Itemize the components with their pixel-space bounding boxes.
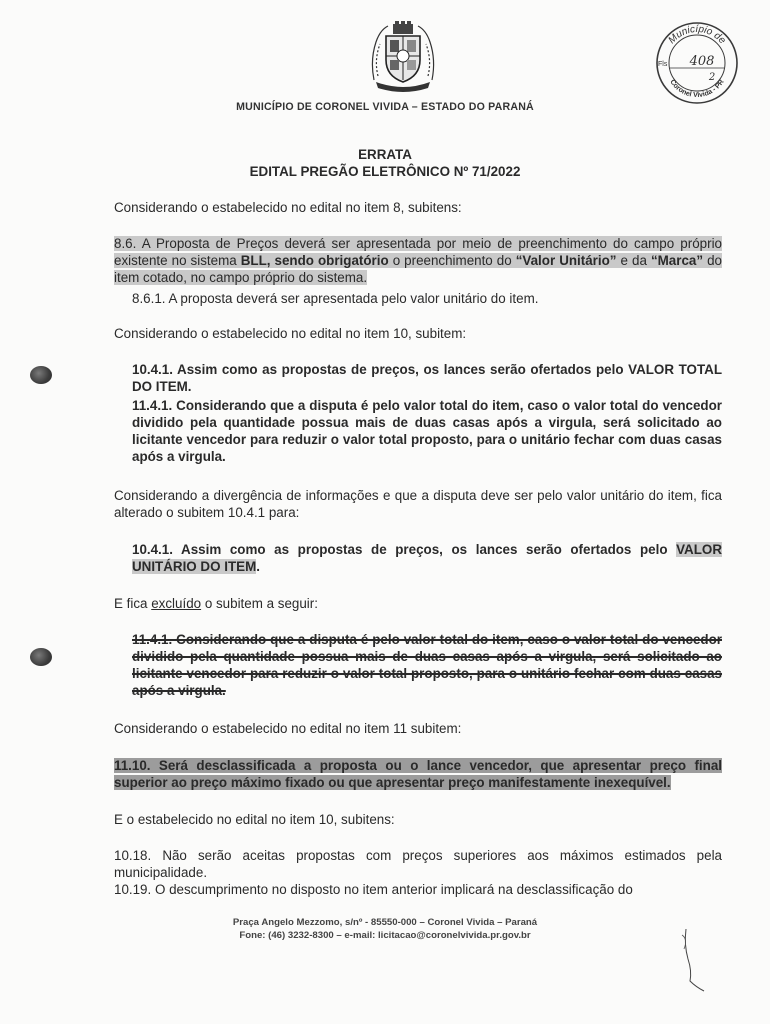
item-10-19: 10.19. O descumprimento no disposto no item anterior implicará na desclassificação do (114, 882, 633, 897)
intro-item-8: Considerando o estabelecido no edital no item 8, subitens: (114, 200, 462, 215)
svg-text:Coronel Vivida - PR (668, 79, 725, 99)
protocol-stamp (652, 18, 742, 108)
punch-hole-bottom (30, 648, 52, 666)
title-errata: ERRATA (358, 147, 412, 162)
punch-hole-top (30, 366, 52, 384)
coat-of-arms-logo (366, 20, 440, 92)
item-10-4-1-original: 10.4.1. Assim como as propostas de preços, os lances serão ofertados pelo VALOR TOTAL DO ITEM. (132, 362, 722, 394)
stamp-ring-top: Município de (666, 23, 728, 47)
excluded-statement: E fica excluído o subitem a seguir: (114, 596, 318, 611)
municipality-header: MUNICÍPIO DE CORONEL VIVIDA – ESTADO DO PARANÁ (236, 101, 534, 113)
item-10-4-1-amended: 10.4.1. Assim como as propostas de preços, os lances serão ofertados pelo VALOR UNITÁRIO DO ITEM. (132, 542, 722, 574)
intro-item-10-subitems: E o estabelecido no edital no item 10, subitens: (114, 812, 395, 827)
item-8-6: 8.6. A Proposta de Preços deverá ser apresentada por meio de preenchimento do campo próprio existente no sistema BLL, sendo obrigatório o preenchimento do “Valor Unitário” e da “Marca” do item cotado, no campo próprio do sistema. (114, 236, 722, 285)
footer-contact: Fone: (46) 3232-8300 – e-mail: licitacao@coronelvivida.pr.gov.br (239, 930, 531, 941)
item-10-18: 10.18. Não serão aceitas propostas com preços superiores aos máximos estimados pela municipalidade. (114, 848, 722, 880)
footer-address: Praça Angelo Mezzomo, s/nº - 85550-000 – Coronel Vivida – Paraná (232, 917, 538, 928)
signature-mark (668, 925, 718, 995)
intro-item-10: Considerando o estabelecido no edital no item 10, subitem: (114, 326, 467, 341)
intro-divergence: Considerando a divergência de informações e que a disputa deve ser pelo valor unitário do item, fica alterado o subitem 10.4.1 para: (114, 488, 722, 520)
item-8-6-1: 8.6.1. A proposta deverá ser apresentada pelo valor unitário do item. (132, 291, 539, 306)
item-11-4-1-struck: 11.4.1. Considerando que a disputa é pelo valor total do item, caso o valor total do vencedor dividido pela quantidade possua mais de duas casas após a virgula, será solicitado ao licitante vencedor para reduzir o valor total proposto, para o unitário fechar com duas casas após a virgula. (132, 632, 722, 698)
title-edital: EDITAL PREGÃO ELETRÔNICO Nº 71/2022 (249, 164, 521, 179)
item-11-10: 11.10. Será desclassificada a proposta ou o lance vencedor, que apresentar preço final superior ao preço máximo fixado ou que apresentar preço manifestamente inexequível. (114, 758, 722, 790)
stamp-fls-label: Fls (658, 61, 668, 68)
item-11-4-1-original: 11.4.1. Considerando que a disputa é pelo valor total do item, caso o valor total do vencedor dividido pela quantidade possua mais de duas casas após a virgula, será solicitado ao licitante vencedor para reduzir o valor total proposto, para o unitário fechar com duas casas após a virgula. (132, 398, 722, 464)
stamp-ring-bottom: Coronel Vivida - PR (668, 78, 726, 100)
stamp-fls-number: 408 (689, 54, 715, 69)
stamp-fls-sub: 2 (708, 72, 716, 83)
intro-item-11: Considerando o estabelecido no edital no item 11 subitem: (114, 721, 462, 736)
